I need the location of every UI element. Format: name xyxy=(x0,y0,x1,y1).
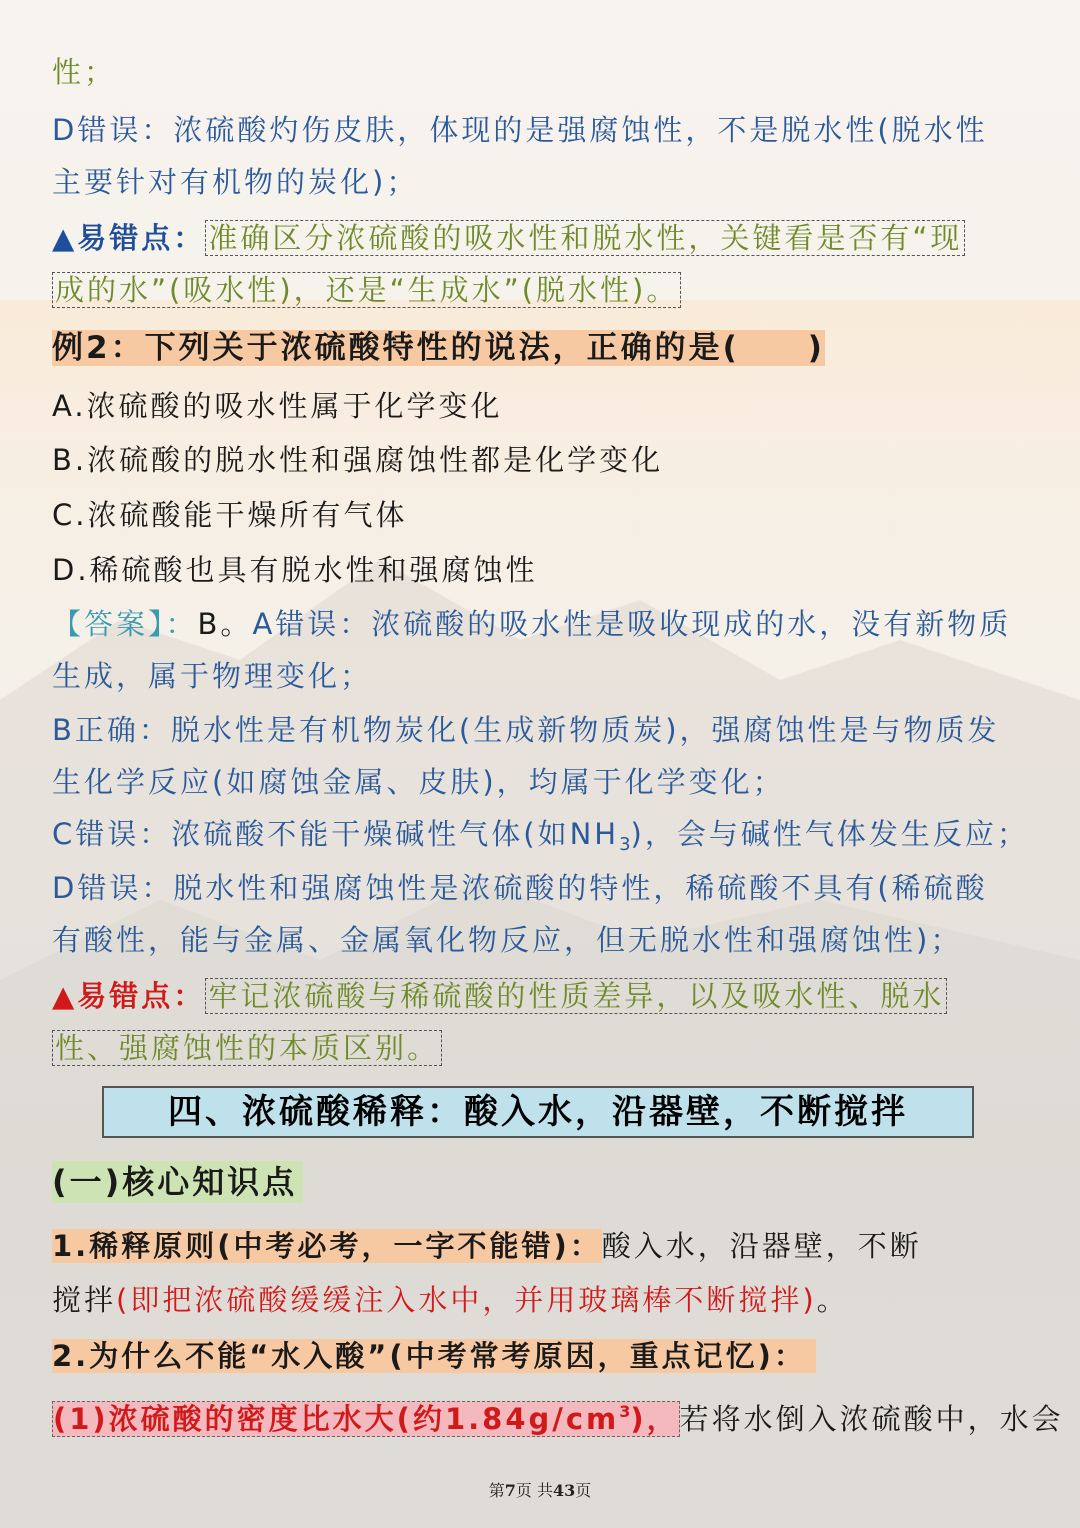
density-text: (1)浓硫酸的密度比水大(约1.84g/cm xyxy=(53,1402,620,1436)
reason-title: 2.为什么不能“水入酸”(中考常考原因，重点记忆)： xyxy=(52,1339,816,1373)
tip-label: ▲易错点： xyxy=(52,979,206,1013)
punctuation: 。 xyxy=(816,1283,849,1317)
section-title: 四、浓硫酸稀释：酸入水，沿器壁，不断搅拌 xyxy=(168,1092,908,1132)
tip-text-box: 准确区分浓硫酸的吸水性和脱水性，关键看是否有“现 xyxy=(205,220,965,256)
subscript: 3 xyxy=(619,834,631,855)
text-line xyxy=(52,110,988,150)
principle-line xyxy=(52,1226,922,1266)
total-pages: 43 xyxy=(552,1481,576,1500)
option-d xyxy=(52,550,538,590)
explanation-text: 浓硫酸不能干燥碱性气体(如NH xyxy=(171,817,620,851)
text-line xyxy=(52,762,785,802)
option-a xyxy=(52,386,503,426)
answer-label: 【答案】 xyxy=(52,607,166,641)
principle-explanation: (即把浓硫酸缓缓注入水中，并用玻璃棒不断搅拌) xyxy=(116,1283,817,1317)
section-heading xyxy=(102,1086,974,1138)
answer-value: B。 xyxy=(197,607,253,641)
footer-text: 第 xyxy=(488,1481,505,1500)
text-line xyxy=(52,656,372,696)
tip-line xyxy=(52,976,947,1016)
explanation-text: 生化学反应(如腐蚀金属、皮肤)，均属于化学变化； xyxy=(52,765,785,799)
tip-text-box: 性、强腐蚀性的本质区别。 xyxy=(52,1030,442,1066)
reason-heading xyxy=(52,1336,816,1376)
density-text: )， xyxy=(630,1402,679,1436)
text-line xyxy=(52,814,1029,865)
explanation-text: 主要针对有机物的炭化)； xyxy=(52,165,419,199)
footer-text: 页 xyxy=(575,1481,592,1500)
tip-text-box: 牢记浓硫酸与稀硫酸的性质差异，以及吸水性、脱水 xyxy=(205,978,947,1014)
answer-colon: ： xyxy=(165,607,198,641)
example-heading xyxy=(52,328,825,368)
reason-text: 若将水倒入浓硫酸中，水会 xyxy=(679,1402,1064,1436)
reason-line xyxy=(52,1392,1064,1439)
explanation-prefix: A错误： xyxy=(252,607,372,641)
tip-line xyxy=(52,270,681,310)
principle-text: 酸入水，沿器壁，不断 xyxy=(601,1229,922,1263)
explanation-text: 脱水性和强腐蚀性是浓硫酸的特性，稀硫酸不具有(稀硫酸 xyxy=(173,871,988,905)
explanation-prefix: B正确： xyxy=(52,713,171,747)
explanation-prefix: D错误： xyxy=(52,871,174,905)
option-c xyxy=(52,495,407,535)
density-box xyxy=(52,1401,680,1437)
example-title: 例2：下列关于浓硫酸特性的说法，正确的是( ) xyxy=(52,330,825,366)
explanation-text: 生成，属于物理变化； xyxy=(52,659,373,693)
option-d-prefix: D错误： xyxy=(52,113,174,147)
text-line xyxy=(52,710,1000,750)
principle-label: 1.稀释原则(中考必考，一字不能错)： xyxy=(52,1229,602,1263)
option-text: C.浓硫酸能干燥所有气体 xyxy=(52,498,408,532)
option-text: D.稀硫酸也具有脱水性和强腐蚀性 xyxy=(52,553,538,587)
principle-line xyxy=(52,1280,849,1320)
text-line xyxy=(52,868,988,908)
text-line xyxy=(52,52,116,92)
option-b xyxy=(52,440,663,480)
explanation-prefix: C错误： xyxy=(52,817,172,851)
tip-label: ▲易错点： xyxy=(52,221,206,255)
subsection-heading xyxy=(52,1158,303,1206)
tip-line xyxy=(52,1028,442,1068)
option-text: A.浓硫酸的吸水性属于化学变化 xyxy=(52,389,503,423)
explanation-text: )，会与碱性气体发生反应； xyxy=(630,817,1029,851)
tip-text-box: 成的水”(吸水性)，还是“生成水”(脱水性)。 xyxy=(52,272,681,308)
answer-line xyxy=(52,604,1011,644)
tip-line xyxy=(52,218,965,258)
text-span: 性； xyxy=(52,55,117,89)
page-number: 7 xyxy=(504,1481,516,1500)
explanation-text: 浓硫酸灼伤皮肤，体现的是强腐蚀性，不是脱水性(脱水性 xyxy=(173,113,988,147)
principle-text: 搅拌 xyxy=(52,1283,117,1317)
footer-text: 页 共 xyxy=(515,1481,553,1500)
text-line xyxy=(52,162,418,202)
subsection-title: (一)核心知识点 xyxy=(52,1161,303,1203)
text-line xyxy=(52,920,962,960)
explanation-text: 脱水性是有机物炭化(生成新物质炭)，强腐蚀性是与物质发 xyxy=(170,713,1000,747)
superscript: 3 xyxy=(619,1402,631,1421)
page-footer xyxy=(0,1478,1080,1501)
explanation-text: 浓硫酸的吸水性是吸收现成的水，没有新物质 xyxy=(371,607,1012,641)
option-text: B.浓硫酸的脱水性和强腐蚀性都是化学变化 xyxy=(52,443,664,477)
explanation-text: 有酸性，能与金属、金属氧化物反应，但无脱水性和强腐蚀性)； xyxy=(52,923,963,957)
